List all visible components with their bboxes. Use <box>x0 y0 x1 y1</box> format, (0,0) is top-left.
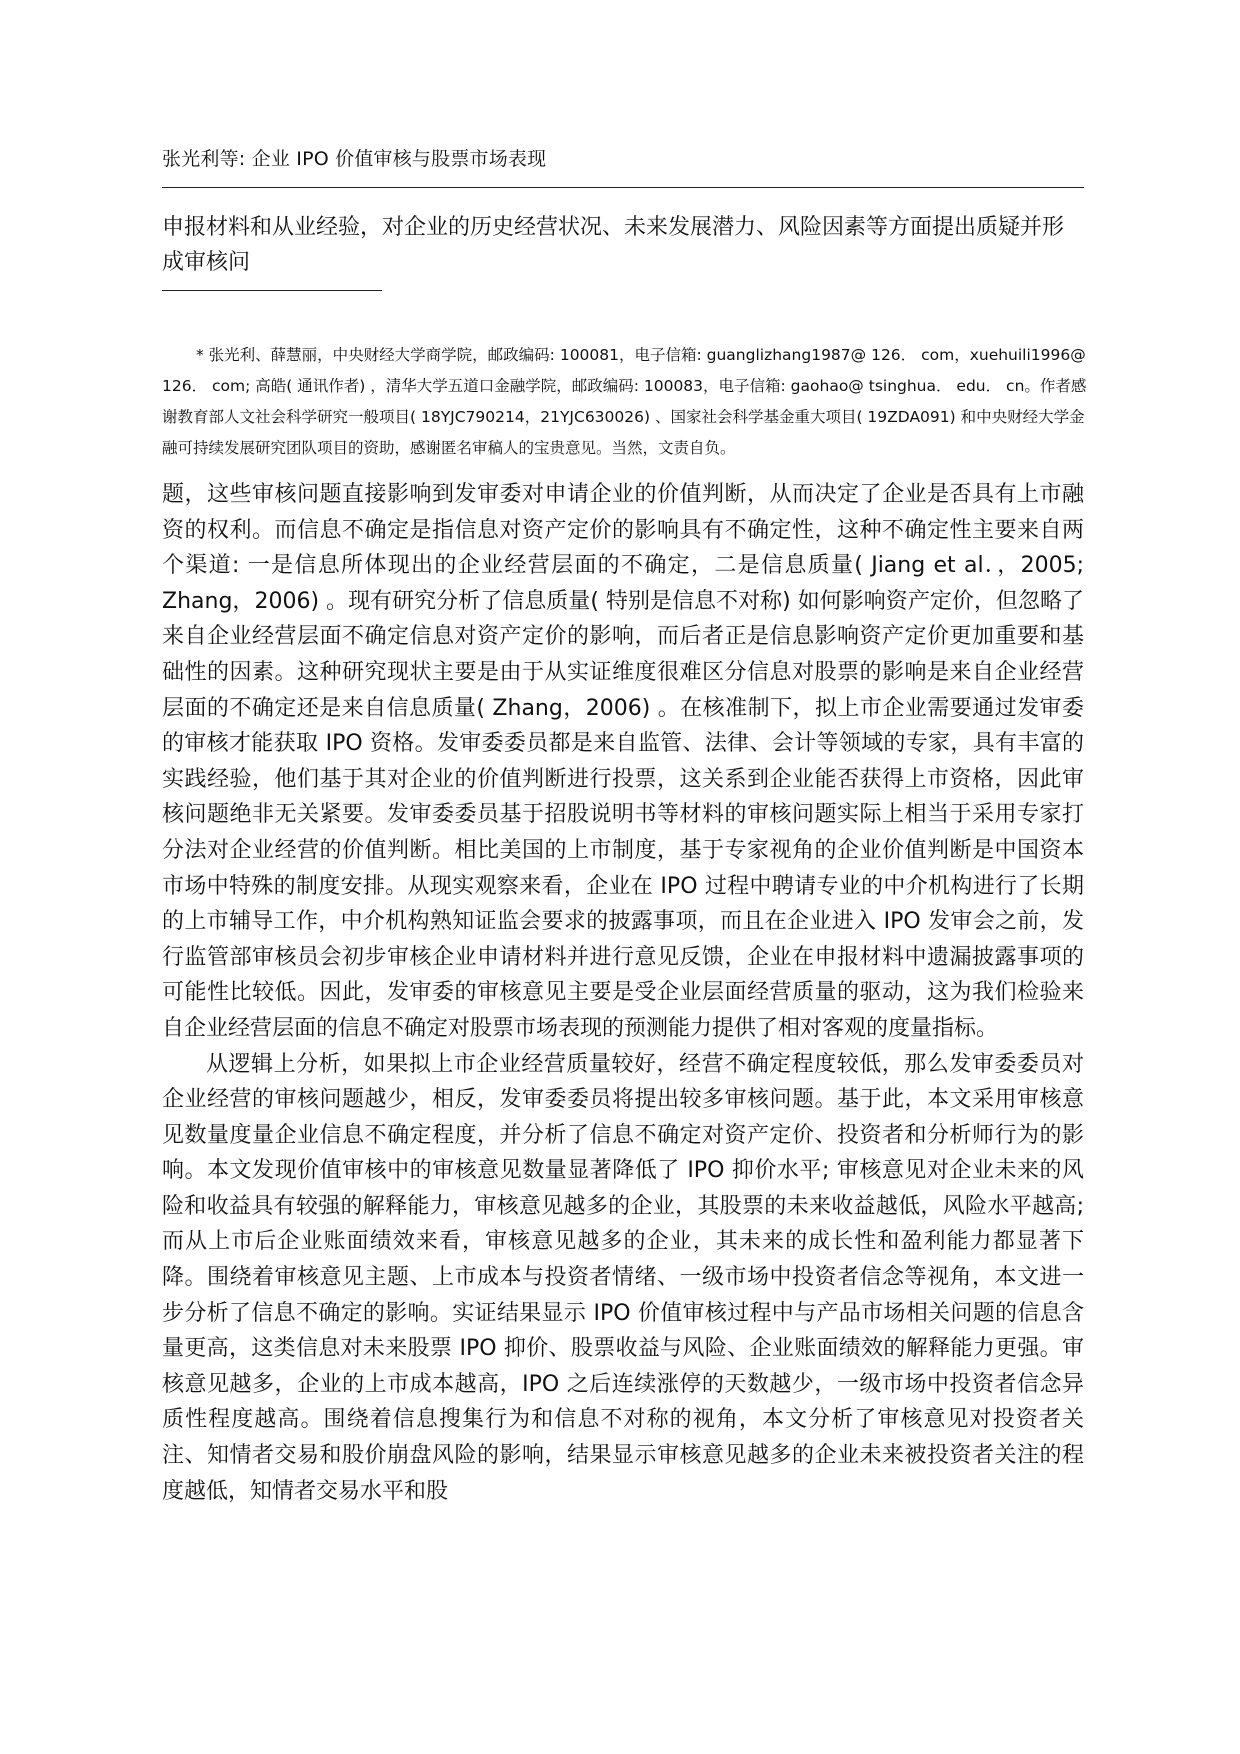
body-text <box>162 477 1084 1509</box>
author-footnote <box>162 340 1096 464</box>
intro-paragraph-fragment: 申报材料和从业经验，对企业的历史经营状况、未来发展潜力、风险因素等方面提出质疑并形成审核问 <box>162 215 1065 275</box>
running-head: 张光利等: 企业 IPO 价值审核与股票市场表现 <box>162 148 547 170</box>
footnote-text: * 张光利、薛慧丽，中央财经大学商学院，邮政编码: 100081，电子信箱: guanglizhang1987@ 126． com，xuehuili1996@ 126． com; 高皓( 通讯作者) ，清华大学五道口金融学院，邮政编码: 100083，电子信箱: gaohao@ tsinghua． edu． cn。作者感谢教育部人文社会科学研究一般项目( 18YJC790214，21YJC630026) 、国家社会科学基金重大项目( 19ZDA091) 和中央财经大学金融可持续发展研究团队项目的资助，感谢匿名审稿人的宝贵意见。当然，文责自负。 <box>162 346 1087 457</box>
body-paragraph-1: 题，这些审核问题直接影响到发审委对申请企业的价值判断，从而决定了企业是否具有上市融资的权利。而信息不确定是指信息对资产定价的影响具有不确定性，这种不确定性主要来自两个渠道: 一是信息所体现出的企业经营层面的不确定，二是信息质量( Jiang et al．，2005; Zhang，2006) 。现有研究分析了信息质量( 特别是信息不对称) 如何影响资产定价，但忽略了来自企业经营层面不确定信息对资产定价的影响，而后者正是信息影响资产定价更加重要和基础性的因素。这种研究现状主要是由于从实证维度很难区分信息对股票的影响是来自企业经营层面的不确定还是来自信息质量( Zhang，2006) 。在核准制下，拟上市企业需要通过发审委的审核才能获取 IPO 资格。发审委委员都是来自监管、法律、会计等领域的专家，具有丰富的实践经验，他们基于其对企业的价值判断进行投票，这关系到企业能否获得上市资格，因此审核问题绝非无关紧要。发审委委员基于招股说明书等材料的审核问题实际上相当于采用专家打分法对企业经营的价值判断。相比美国的上市制度，基于专家视角的企业价值判断是中国资本市场中特殊的制度安排。从现实观察来看，企业在 IPO 过程中聘请专业的中介机构进行了长期的上市辅导工作，中介机构熟知证监会要求的披露事项，而且在企业进入 IPO 发审会之前，发行监管部审核员会初步审核企业申请材料并进行意见反馈，企业在申报材料中遗漏披露事项的可能性比较低。因此，发审委的审核意见主要是受企业层面经营质量的驱动，这为我们检验来自企业经营层面的信息不确定对股票市场表现的预测能力提供了相对客观的度量指标。 <box>162 482 1084 1041</box>
footnote-separator <box>162 290 382 291</box>
body-paragraph-2: 从逻辑上分析，如果拟上市企业经营质量较好，经营不确定程度较低，那么发审委委员对企业经营的审核问题越少，相反，发审委委员将提出较多审核问题。基于此，本文采用审核意见数量度量企业信息不确定程度，并分析了信息不确定对资产定价、投资者和分析师行为的影响。本文发现价值审核中的审核意见数量显著降低了 IPO 抑价水平; 审核意见对企业未来的风险和收益具有较强的解释能力，审核意见越多的企业，其股票的未来收益越低，风险水平越高; 而从上市后企业账面绩效来看，审核意见越多的企业，其未来的成长性和盈利能力都显著下降。围绕着审核意见主题、上市成本与投资者情绪、一级市场中投资者信念等视角，本文进一步分析了信息不确定的影响。实证结果显示 IPO 价值审核过程中与产品市场相关问题的信息含量更高，这类信息对未来股票 IPO 抑价、股票收益与风险、企业账面绩效的解释能力更强。审核意见越多，企业的上市成本越高，IPO 之后连续涨停的天数越少，一级市场中投资者信念异质性程度越高。围绕着信息搜集行为和信息不对称的视角，本文分析了审核意见对投资者关注、知情者交易和股价崩盘风险的影响，结果显示审核意见越多的企业未来被投资者关注的程度越低，知情者交易水平和股 <box>162 1051 1084 1504</box>
header-rule <box>162 187 1084 188</box>
